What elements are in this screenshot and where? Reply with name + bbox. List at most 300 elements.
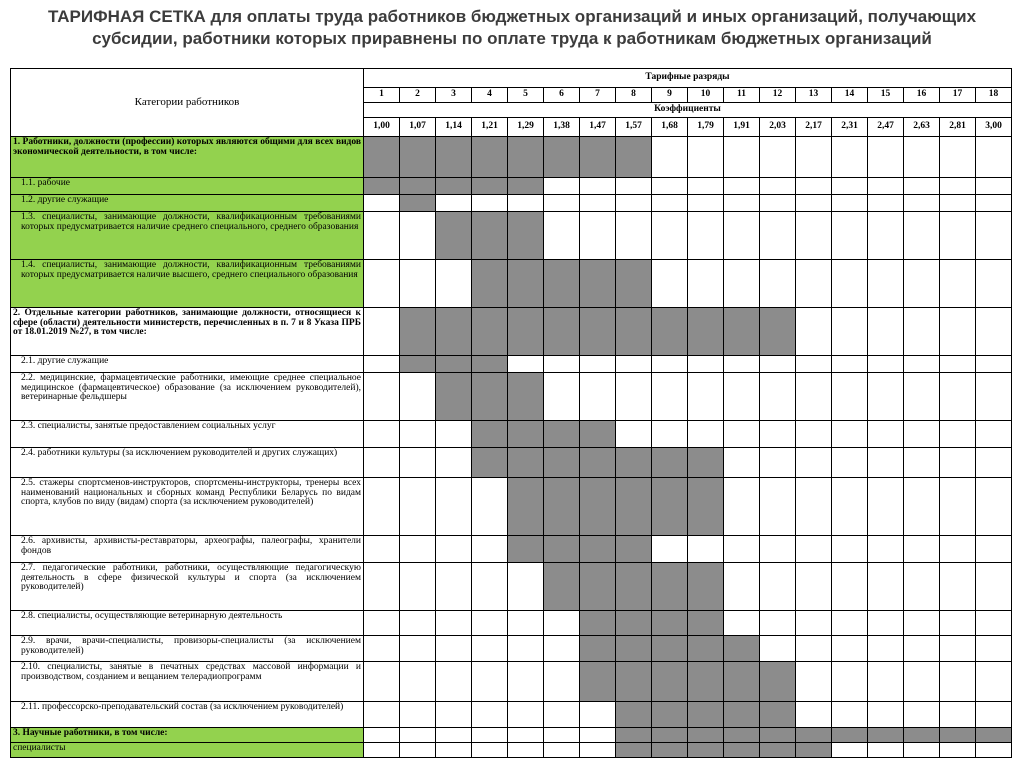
grade-cell-applicable	[616, 260, 652, 308]
grade-cell-applicable	[688, 662, 724, 702]
grade-cell	[868, 702, 904, 728]
grade-cell	[364, 611, 400, 636]
grade-cell	[940, 356, 976, 373]
grade-cell	[976, 743, 1012, 758]
category-row	[11, 212, 1012, 260]
grade-cell	[436, 702, 472, 728]
grade-cell	[904, 636, 940, 662]
grade-cell	[472, 662, 508, 702]
grade-cell-applicable	[364, 137, 400, 178]
grade-number: 7	[580, 88, 616, 103]
grade-cell	[832, 421, 868, 448]
grade-cell	[832, 536, 868, 563]
grade-cell	[976, 478, 1012, 536]
grade-cell-applicable	[832, 728, 868, 743]
grade-cell-applicable	[400, 178, 436, 195]
grade-number: 18	[976, 88, 1012, 103]
grade-cell	[364, 702, 400, 728]
grade-cell	[544, 212, 580, 260]
grade-cell	[724, 195, 760, 212]
grade-cell-applicable	[508, 308, 544, 356]
grade-cell-applicable	[616, 702, 652, 728]
grade-cell	[868, 563, 904, 611]
grade-cell	[400, 728, 436, 743]
grade-cell	[508, 702, 544, 728]
grade-cell	[832, 448, 868, 478]
category-row	[11, 563, 1012, 611]
grade-cell-applicable	[688, 728, 724, 743]
grade-cell	[796, 611, 832, 636]
grade-cell-applicable	[688, 478, 724, 536]
grade-cell	[940, 662, 976, 702]
grade-cell	[940, 563, 976, 611]
grade-cell	[940, 611, 976, 636]
grade-cell-applicable	[400, 356, 436, 373]
grade-number: 1	[364, 88, 400, 103]
coefficient-value: 2,63	[904, 118, 940, 137]
grade-cell-applicable	[616, 308, 652, 356]
grade-cell	[724, 448, 760, 478]
grade-number: 14	[832, 88, 868, 103]
grade-cell	[976, 662, 1012, 702]
grade-cell-applicable	[508, 178, 544, 195]
grade-cell	[868, 308, 904, 356]
grade-number: 17	[940, 88, 976, 103]
grade-cell-applicable	[652, 611, 688, 636]
grade-cell	[976, 356, 1012, 373]
grade-cell-applicable	[400, 308, 436, 356]
category-label: 2.5. стажеры спортсменов-инструкторов, спортсмены-инструкторы, тренеры всех наименований национальных и сборных команд Республики Беларусь по видам спорта, клубов по виду (видам) спорта (за исключением руководителей)	[11, 478, 364, 536]
grade-number: 10	[688, 88, 724, 103]
grade-cell-applicable	[472, 137, 508, 178]
grade-cell-applicable	[436, 178, 472, 195]
grade-cell-applicable	[544, 536, 580, 563]
grade-cell-applicable	[544, 478, 580, 536]
coefficient-value: 1,47	[580, 118, 616, 137]
grade-cell	[868, 743, 904, 758]
coefficient-value: 1,14	[436, 118, 472, 137]
grade-cell-applicable	[364, 178, 400, 195]
grade-cell	[868, 636, 904, 662]
category-row	[11, 636, 1012, 662]
grade-cell-applicable	[580, 478, 616, 536]
grade-cell	[616, 373, 652, 421]
grade-cell-applicable	[904, 728, 940, 743]
grade-cell	[868, 178, 904, 195]
grade-cell	[760, 636, 796, 662]
grade-cell	[436, 260, 472, 308]
grade-cell	[508, 636, 544, 662]
grade-cell	[796, 356, 832, 373]
grade-cell-applicable	[652, 662, 688, 702]
grade-cell	[436, 728, 472, 743]
grade-cell	[436, 195, 472, 212]
grade-cell	[472, 743, 508, 758]
coefficients-header: Коэффициенты	[364, 103, 1012, 118]
grade-cell-applicable	[472, 212, 508, 260]
category-header: Категории работников	[11, 69, 364, 137]
grade-cell-applicable	[652, 636, 688, 662]
grade-cell	[436, 662, 472, 702]
grade-cell	[832, 563, 868, 611]
grade-cell	[436, 421, 472, 448]
grade-cell	[364, 421, 400, 448]
grade-cell	[544, 178, 580, 195]
grade-cell-applicable	[760, 728, 796, 743]
grade-cell	[976, 195, 1012, 212]
category-label: 2.9. врачи, врачи-специалисты, провизоры-специалисты (за исключением руководителей)	[11, 636, 364, 662]
grade-cell	[724, 611, 760, 636]
grade-cell	[364, 743, 400, 758]
grade-cell-applicable	[688, 308, 724, 356]
grade-cell-applicable	[472, 421, 508, 448]
grade-cell	[724, 356, 760, 373]
grade-cell	[472, 478, 508, 536]
grade-cell	[904, 478, 940, 536]
grade-cell	[868, 373, 904, 421]
grade-cell	[724, 260, 760, 308]
grade-cell	[832, 743, 868, 758]
grade-cell	[616, 421, 652, 448]
grade-cell	[796, 260, 832, 308]
grade-cell	[580, 728, 616, 743]
grade-cell-applicable	[436, 356, 472, 373]
grade-cell-applicable	[724, 308, 760, 356]
grade-number: 9	[652, 88, 688, 103]
grade-cell	[400, 563, 436, 611]
grade-cell-applicable	[688, 563, 724, 611]
grade-cell	[868, 421, 904, 448]
grade-cell	[400, 478, 436, 536]
grade-cell-applicable	[652, 702, 688, 728]
grade-cell	[616, 195, 652, 212]
grade-cell	[652, 178, 688, 195]
grade-number: 13	[796, 88, 832, 103]
grade-cell	[544, 356, 580, 373]
grade-cell	[904, 212, 940, 260]
grade-cell	[364, 636, 400, 662]
grade-cell	[688, 536, 724, 563]
grade-cell	[904, 308, 940, 356]
grade-cell	[400, 611, 436, 636]
grade-cell-applicable	[652, 563, 688, 611]
grade-cell	[940, 308, 976, 356]
grade-cell	[400, 421, 436, 448]
grade-cell-applicable	[688, 611, 724, 636]
grade-cell	[472, 536, 508, 563]
grade-cell	[868, 195, 904, 212]
grade-cell-applicable	[400, 195, 436, 212]
grade-cell	[940, 536, 976, 563]
grade-cell-applicable	[508, 448, 544, 478]
grade-cell	[652, 212, 688, 260]
grade-cell-applicable	[652, 478, 688, 536]
grade-cell	[976, 178, 1012, 195]
grade-cell	[796, 195, 832, 212]
grade-cell	[436, 478, 472, 536]
grade-cell	[796, 536, 832, 563]
grade-cell	[976, 448, 1012, 478]
grade-cell	[760, 137, 796, 178]
grade-cell-applicable	[508, 212, 544, 260]
grade-cell	[652, 421, 688, 448]
grade-cell	[940, 260, 976, 308]
grade-cell-applicable	[760, 702, 796, 728]
grade-cell	[364, 373, 400, 421]
coefficient-value: 1,29	[508, 118, 544, 137]
coefficient-value: 1,91	[724, 118, 760, 137]
grade-cell-applicable	[724, 743, 760, 758]
grade-cell	[904, 563, 940, 611]
grade-cell	[580, 356, 616, 373]
grade-cell-applicable	[652, 308, 688, 356]
grade-cell	[904, 178, 940, 195]
grade-cell	[616, 178, 652, 195]
coefficient-value: 1,79	[688, 118, 724, 137]
grade-cell-applicable	[688, 636, 724, 662]
coefficient-value: 1,07	[400, 118, 436, 137]
category-row	[11, 728, 1012, 743]
grade-cell-applicable	[724, 728, 760, 743]
grade-cell	[904, 356, 940, 373]
grade-cell-applicable	[580, 448, 616, 478]
grade-cell-applicable	[616, 728, 652, 743]
grade-cell-applicable	[436, 137, 472, 178]
grade-cell	[544, 195, 580, 212]
grade-cell-applicable	[544, 421, 580, 448]
grade-cell-applicable	[580, 662, 616, 702]
grade-cell-applicable	[508, 421, 544, 448]
grade-cell	[796, 373, 832, 421]
grade-cell	[904, 421, 940, 448]
grade-cell	[760, 563, 796, 611]
grade-cell	[364, 536, 400, 563]
grade-cell-applicable	[616, 611, 652, 636]
category-row	[11, 137, 1012, 178]
grade-cell	[796, 178, 832, 195]
grade-cell	[904, 260, 940, 308]
grade-cell	[580, 743, 616, 758]
grade-cell	[544, 636, 580, 662]
grade-cell	[616, 212, 652, 260]
category-row	[11, 373, 1012, 421]
grade-cell	[832, 308, 868, 356]
grade-cell	[364, 260, 400, 308]
grade-number: 12	[760, 88, 796, 103]
grade-cell	[904, 195, 940, 212]
grade-cell	[976, 212, 1012, 260]
category-label: 1.3. специалисты, занимающие должности, квалификационным требованиями которых предусматривается наличие среднего специального, среднего образования	[11, 212, 364, 260]
grade-cell	[868, 260, 904, 308]
grade-cell	[724, 421, 760, 448]
grade-cell	[688, 260, 724, 308]
grade-cell-applicable	[580, 137, 616, 178]
grade-cell	[976, 308, 1012, 356]
coefficient-value: 1,57	[616, 118, 652, 137]
grade-number: 8	[616, 88, 652, 103]
grade-cell	[940, 421, 976, 448]
grade-cell	[544, 611, 580, 636]
grade-cell	[472, 611, 508, 636]
grade-cell-applicable	[724, 702, 760, 728]
category-label: 2.4. работники культуры (за исключением руководителей и других служащих)	[11, 448, 364, 478]
grade-cell	[472, 563, 508, 611]
grade-cell	[760, 195, 796, 212]
grade-cell	[796, 137, 832, 178]
grade-cell	[364, 448, 400, 478]
grade-cell	[508, 728, 544, 743]
grade-cell	[760, 478, 796, 536]
grade-cell	[940, 743, 976, 758]
grade-cell-applicable	[472, 260, 508, 308]
category-label: 1.2. другие служащие	[11, 195, 364, 212]
grade-cell	[904, 137, 940, 178]
category-row	[11, 195, 1012, 212]
grade-cell-applicable	[724, 662, 760, 702]
grade-cell	[940, 195, 976, 212]
grade-cell	[868, 137, 904, 178]
grade-number: 15	[868, 88, 904, 103]
grade-cell-applicable	[940, 728, 976, 743]
grade-cell-applicable	[580, 563, 616, 611]
grade-cell	[976, 421, 1012, 448]
grade-cell	[796, 702, 832, 728]
grade-cell	[688, 421, 724, 448]
grade-cell	[760, 356, 796, 373]
grade-cell-applicable	[580, 536, 616, 563]
grades-header: Тарифные разряды	[364, 69, 1012, 88]
grade-cell	[976, 563, 1012, 611]
grade-cell-applicable	[652, 728, 688, 743]
grade-cell	[544, 728, 580, 743]
grade-cell	[724, 536, 760, 563]
grade-cell	[904, 611, 940, 636]
grade-cell	[436, 743, 472, 758]
grade-cell	[724, 178, 760, 195]
grade-cell	[724, 137, 760, 178]
coefficient-value: 2,47	[868, 118, 904, 137]
coefficient-value: 1,00	[364, 118, 400, 137]
grade-cell	[580, 702, 616, 728]
grade-cell-applicable	[508, 373, 544, 421]
grade-cell	[652, 356, 688, 373]
coefficient-value: 1,21	[472, 118, 508, 137]
grade-cell	[472, 195, 508, 212]
grade-cell	[832, 611, 868, 636]
grade-cell-applicable	[796, 728, 832, 743]
grade-cell	[940, 178, 976, 195]
grade-cell	[760, 448, 796, 478]
coefficient-value: 1,68	[652, 118, 688, 137]
grade-cell	[868, 356, 904, 373]
grade-cell-applicable	[616, 563, 652, 611]
category-label: 1. Работники, должности (профессии) которых являются общими для всех видов экономической деятельности, в том числе:	[11, 137, 364, 178]
grade-cell	[796, 448, 832, 478]
grade-cell	[364, 308, 400, 356]
grade-cell	[508, 743, 544, 758]
grade-cell-applicable	[580, 636, 616, 662]
grade-cell-applicable	[688, 448, 724, 478]
grade-cell-applicable	[616, 743, 652, 758]
grades-header-row	[11, 69, 1012, 88]
grade-cell-applicable	[544, 448, 580, 478]
category-label: 1.1. рабочие	[11, 178, 364, 195]
grade-cell	[832, 260, 868, 308]
grade-cell	[508, 195, 544, 212]
grade-cell	[976, 260, 1012, 308]
grade-cell	[364, 728, 400, 743]
grade-cell	[400, 536, 436, 563]
coefficient-value: 1,38	[544, 118, 580, 137]
grade-cell	[832, 636, 868, 662]
category-row	[11, 743, 1012, 758]
grade-cell	[832, 702, 868, 728]
grade-cell-applicable	[544, 308, 580, 356]
category-label: 2.11. профессорско-преподавательский состав (за исключением руководителей)	[11, 702, 364, 728]
coefficient-value: 2,03	[760, 118, 796, 137]
grade-cell-applicable	[688, 702, 724, 728]
page-title: ТАРИФНАЯ СЕТКА для оплаты труда работников бюджетных организаций и иных организаций, получающих субсидии, работники которых приравнены по оплате труда к работникам бюджетных организаций	[47, 7, 977, 48]
category-label: 1.4. специалисты, занимающие должности, квалификационным требованиями которых предусматривается наличие высшего, среднего специального образования	[11, 260, 364, 308]
category-row	[11, 611, 1012, 636]
category-row	[11, 536, 1012, 563]
grade-cell	[832, 178, 868, 195]
grade-cell	[688, 137, 724, 178]
category-row	[11, 308, 1012, 356]
grade-cell	[580, 178, 616, 195]
grade-cell	[796, 421, 832, 448]
grade-cell	[868, 611, 904, 636]
grade-number: 5	[508, 88, 544, 103]
grade-cell-applicable	[436, 373, 472, 421]
category-label: специалисты	[11, 743, 364, 758]
grade-cell	[760, 536, 796, 563]
grade-cell	[364, 478, 400, 536]
grade-number: 3	[436, 88, 472, 103]
grade-cell	[688, 356, 724, 373]
grade-number: 16	[904, 88, 940, 103]
category-label: 2.3. специалисты, занятые предоставлением социальных услуг	[11, 421, 364, 448]
grade-cell	[652, 373, 688, 421]
grade-cell	[544, 702, 580, 728]
grade-cell	[832, 373, 868, 421]
grade-cell-applicable	[472, 448, 508, 478]
grade-cell	[940, 636, 976, 662]
grade-cell	[832, 662, 868, 702]
grade-cell	[724, 563, 760, 611]
grade-cell	[976, 611, 1012, 636]
grade-cell-applicable	[544, 563, 580, 611]
grade-cell-applicable	[580, 611, 616, 636]
grade-cell-applicable	[976, 728, 1012, 743]
grade-cell	[724, 212, 760, 260]
grade-cell	[796, 636, 832, 662]
grade-number: 6	[544, 88, 580, 103]
category-label: 2.2. медицинские, фармацевтические работники, имеющие среднее специальное медицинское (фармацевтическое) образование (за исключением руководителей), ветеринарные фельдшеры	[11, 373, 364, 421]
grade-cell	[436, 563, 472, 611]
category-row	[11, 356, 1012, 373]
grade-cell	[472, 728, 508, 743]
grade-number: 4	[472, 88, 508, 103]
grade-number: 2	[400, 88, 436, 103]
grade-cell	[796, 662, 832, 702]
category-label: 2.1. другие служащие	[11, 356, 364, 373]
grade-cell	[400, 448, 436, 478]
grade-cell	[832, 195, 868, 212]
grade-cell	[904, 702, 940, 728]
grade-cell-applicable	[760, 743, 796, 758]
grade-cell	[508, 611, 544, 636]
